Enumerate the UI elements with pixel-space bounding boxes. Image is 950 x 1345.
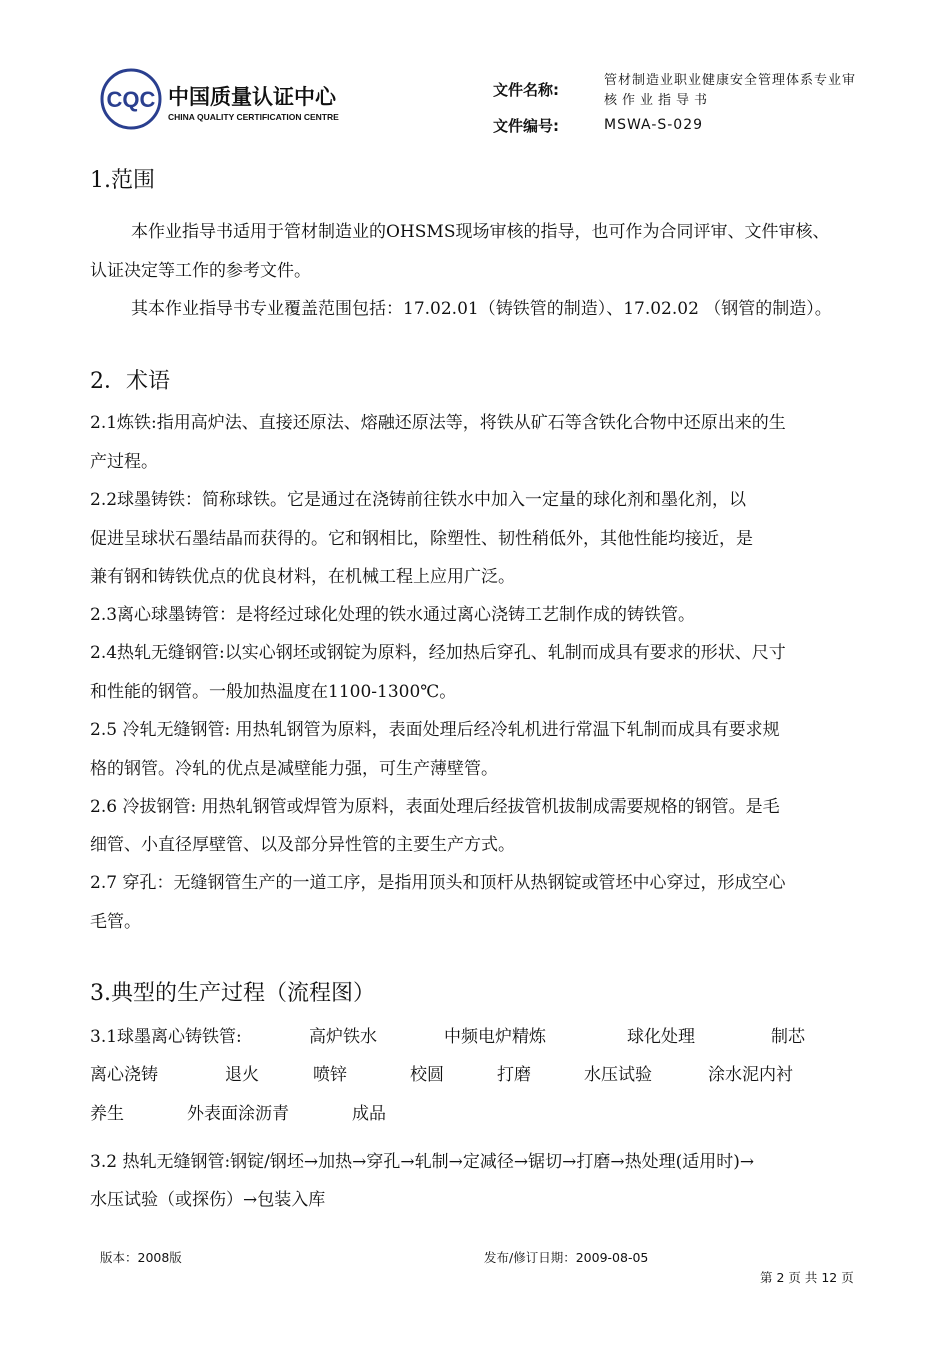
- doc-no: MSWA-S-029: [604, 117, 704, 133]
- flow-step: 校圆: [410, 1065, 444, 1085]
- cqc-logo: [90, 68, 360, 130]
- cqc-emblem-icon: [102, 70, 160, 129]
- doc-name-line2: 核作业指导书: [604, 93, 713, 108]
- footer-version: 版本：2008版: [100, 1250, 182, 1265]
- flow-3-1-label: 3.1球墨离心铸铁管:: [90, 1027, 242, 1047]
- term-2-2-line1: 2.2球墨铸铁：简称球铁。它是通过在浇铸前往铁水中加入一定量的球化剂和墨化剂，以: [90, 490, 747, 510]
- section3-title: 3.典型的生产过程（流程图）: [90, 981, 375, 1006]
- flow-step: 退火: [225, 1065, 259, 1085]
- flow-step: 外表面涂沥青: [187, 1104, 289, 1124]
- flow-step: 打磨: [497, 1065, 531, 1085]
- term-2-7-line2: 毛管。: [90, 912, 141, 932]
- doc-no-label: 文件编号:: [493, 117, 559, 135]
- flow-step: 涂水泥内衬: [708, 1065, 793, 1085]
- doc-name-line1: 管材制造业职业健康安全管理体系专业审: [604, 73, 857, 88]
- sec1-para1-line1: 本作业指导书适用于管材制造业的OHSMS现场审核的指导，也可作为合同评审、文件审核、: [131, 222, 830, 242]
- flow-step: 高炉铁水: [309, 1027, 377, 1047]
- doc-name-label: 文件名称:: [493, 81, 559, 99]
- term-2-1-line2: 产过程。: [90, 452, 158, 472]
- term-2-1-line1: 2.1炼铁:指用高炉法、直接还原法、熔融还原法等，将铁从矿石等含铁化合物中还原出来的生: [90, 413, 786, 433]
- flow-step: 喷锌: [313, 1065, 347, 1085]
- section2-title: 2．术语: [90, 369, 170, 394]
- flow-3-2-line2: 水压试验（或探伤）→包装入库: [90, 1190, 326, 1210]
- term-2-4-line2: 和性能的钢管。一般加热温度在1100-1300℃。: [90, 682, 457, 702]
- flow-step: 中频电炉精炼: [444, 1027, 546, 1047]
- term-2-2-line2: 促进呈球状石墨结晶而获得的。它和钢相比，除塑性、韧性稍低外，其他性能均接近，是: [90, 529, 753, 549]
- flow-step: 养生: [90, 1104, 124, 1124]
- term-2-4-line1: 2.4热轧无缝钢管:以实心钢坯或钢锭为原料，经加热后穿孔、轧制而成具有要求的形状、尺寸: [90, 643, 786, 663]
- footer-date: 发布/修订日期：2009-08-05: [484, 1250, 649, 1265]
- flow-step: 球化处理: [627, 1027, 695, 1047]
- term-2-3: 2.3离心球墨铸管：是将经过球化处理的铁水通过离心浇铸工艺制作成的铸铁管。: [90, 605, 696, 625]
- flow-step: 离心浇铸: [90, 1065, 158, 1085]
- flow-3-2-line1: 3.2 热轧无缝钢管:钢锭/钢坯→加热→穿孔→轧制→定减径→锯切→打磨→热处理(适用时)→: [90, 1152, 755, 1172]
- sec1-para1-line2: 认证决定等工作的参考文件。: [90, 261, 311, 281]
- term-2-7-line1: 2.7 穿孔：无缝钢管生产的一道工序，是指用顶头和顶杆从热钢锭或管坯中心穿过，形成空心: [90, 873, 786, 893]
- sec1-para2: 其本作业指导书专业覆盖范围包括：17.02.01（铸铁管的制造）、17.02.02 （钢管的制造）。: [131, 299, 832, 319]
- term-2-5-line1: 2.5 冷轧无缝钢管: 用热轧钢管为原料，表面处理后经冷轧机进行常温下轧制而成具有要求规: [90, 720, 780, 740]
- logo-abbr: CQC: [106, 87, 156, 112]
- term-2-6-line1: 2.6 冷拔钢管: 用热轧钢管或焊管为原料，表面处理后经拔管机拔制成需要规格的钢管。是毛: [90, 797, 780, 817]
- term-2-5-line2: 格的钢管。冷轧的优点是减壁能力强，可生产薄壁管。: [90, 759, 498, 779]
- logo-en: CHINA QUALITY CERTIFICATION CENTRE: [168, 112, 339, 122]
- flow-step: 成品: [352, 1104, 386, 1124]
- logo-cn: 中国质量认证中心: [168, 85, 336, 109]
- section1-title: 1.范围: [90, 168, 155, 193]
- flow-step: 制芯: [771, 1027, 805, 1047]
- flow-step: 水压试验: [584, 1065, 652, 1085]
- term-2-6-line2: 细管、小直径厚壁管、以及部分异性管的主要生产方式。: [90, 835, 515, 855]
- term-2-2-line3: 兼有钢和铸铁优点的优良材料，在机械工程上应用广泛。: [90, 567, 515, 587]
- footer-page-number: 第 2 页 共 12 页: [760, 1270, 854, 1285]
